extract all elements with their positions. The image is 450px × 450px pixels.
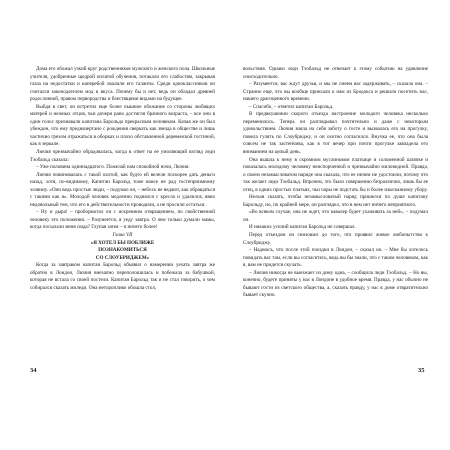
right-page (243, 66, 428, 300)
paragraph: вольствия. Однако леди Тэобальд не отвечает к этому событию на удивление снисходительно. (243, 66, 428, 80)
page-number-left: 34 (30, 367, 37, 374)
paragraph: Когда за завтраком капитан Барольд объявил о намерении уехать завтра же обратно в Лондон, Лючия внезапно переполошилась и побежала за бабушкой, которая не встала со своей постели. Капитан Барольд так и не стал говорить, о чем собирался сказать миледи. Она неторопливо обошла стол, (30, 262, 215, 291)
paragraph: – Уже половина одиннадцатого. Пожелай нам спокойной ночи, Лючия. (36, 164, 190, 171)
paragraph: – Надеюсь, что после этой поездки в Лондон, – сказал он. – Мне бы хотелось повидать вас там, если вы согласитесь, ведь вы бы знали, что с таким человеком, как я, вам не придется скучать. (243, 247, 428, 269)
chapter-heading-line: СО СЛОУБРИДЖЕМ» (95, 254, 150, 261)
page-number-right: 35 (418, 367, 425, 374)
left-page (30, 66, 215, 292)
paragraph: – Ну и дыра! – пробормотал он с искренним отвращением, по свойственной человеку его положения. – Разумеется, я уеду завтра. О чем только думали мамы, когда посылали меня сюда? Глупая затея – и ничего более! (30, 209, 215, 231)
paragraph: – Разумеется, вас ждут друзья, и мы не смеем вас задерживать, – сказала она. – Странно еще, что вы вообще приехали к нам из Бродоксa и решили посетить нас, нашего драгоценного времени. (243, 81, 428, 103)
chapter-title: Глава VII (112, 232, 133, 239)
paragraph: – Лючия никогда не выезжает из дому одна, – сообщила леди Тэобальд. – Но вы, конечно, будете приняты у нас в Лондоне в удобное время. Правда, у нас обычно не бывают гости из светского общества, а, сказать правду, у нас в доме отвратительно бывает скучно. (243, 269, 428, 299)
chapter-heading-line: ПОЗНАКОМИТЬСЯ (98, 247, 147, 254)
paragraph: Перед отъездом он снизошел до того, что проявил живое любопытство к Слоубриджу. (243, 232, 428, 246)
paragraph: Лючия повиновалась с такой охотой, как будто ей велели поскорее дать деньги назад, хотя, по-видимому, Капитан Барольд тоже вовсе не рад гостеприимному хозяину. «Они ведь простые люди, – подумал он, – небось не ведают, как обращаться с такими как я». Молодой человек медленно поднялся с кресла и удалился, явно недовольный тем, что его в действительности проводили, а не просили остаться. (30, 171, 215, 208)
paragraph: В предвкушении скорого отъезда настроение молодого человека несколько переменилось. Теперь он разглядывал почтительно и даже с некоторым удовольствием. Лючия взяла на себя заботу о госте и вызвалась его на прогулку, повела гулять по Слоубриджу, и он охотно согласился. Внучка ее, что она была совсем не так застенчива, как в тот вечер при почти прогулке завладела его вниманием на целый день. (243, 111, 428, 156)
chapter-heading-line: «Я ХОТЕЛ БЫ ПОБЛИЖЕ (90, 239, 155, 246)
paragraph: «Во всяком случае, она не ждет, что кавалер будет ухаживать за ней», – подумал он. (243, 209, 428, 223)
paragraph: Нельзя сказать, чтобы незамысловатый наряд пришелся по душе капитану Барольду, но, по крайней мере, он разглядел, что в нем нет ничего неприятного. (243, 194, 428, 208)
paragraph: – Спасибо, – ответил капитан Барольд. (249, 103, 334, 110)
paragraph: Она вышла к нему в скромном муслиновом платьице и соломенной шляпке и показалась молодому человеку неиспорченной и чрезвычайно миловидной. Правда, о своем незамысловатом наряде она сказала, что ее ничем не удостоили, потому что так желает леди Тэобальд. Впрочем, это было совершенно безразлично, лишь бы ее отец, в одних простых платьях, чьи чары не подстать бы и более изысканному убору. (243, 156, 428, 193)
paragraph: И никаких усилий капитан Барольд не совершал. (249, 224, 356, 231)
chapter-heading (30, 240, 215, 263)
paragraph: Лючия чрезвычайно обрадовалась, когда в ответ на ее умоляющий взгляд леди Тэобальд сказала: (30, 149, 215, 163)
paragraph: Выйдя в свет, он встретил еще более пышное обожание со стороны любящих матерей и нежных отцов, чьи дочери рано достигли брачного возраста, – все они в один голос признавали капитана Барольда прекрасным человеком. Качая же он был убежден, что ему предначертано с рождения сверкать как звезда в обществе и лишь частично грехом отражаться в оборках и плохо обставленной деревенской гостиной, как в зеркале. (30, 103, 215, 148)
paragraph: Дома его обожал узкий круг родственников мужского и женского пола. Школьные учителя, удобренные щедрой оплатой обучения, потакали его слабостям, закрывая глаза на недостатки и наперебой хвалили его таланты. Среди одноклассников он считался законодателем мод и вкуса. Почему бы и нет, ведь он обладал древней родословной, правом первородства и блестящими видами на будущее. (30, 66, 215, 103)
